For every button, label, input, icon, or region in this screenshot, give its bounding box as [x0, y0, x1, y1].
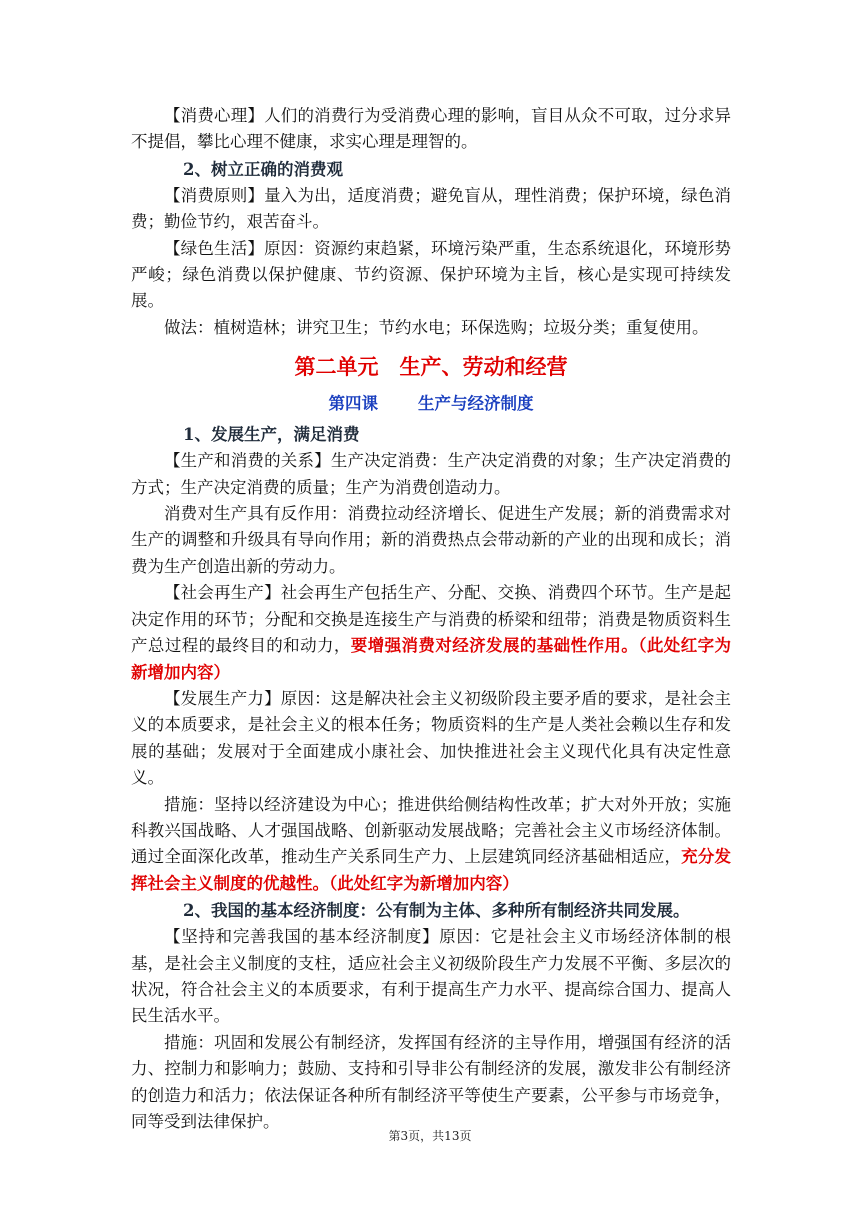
new-content-highlight: 要增强消费对经济发展的基础性作用。（此处红字为新增加内容） [131, 636, 732, 682]
section-heading-develop-production: 1、发展生产，满足消费 [183, 425, 360, 445]
paragraph-text: 措施：坚持以经济建设为中心；推进供给侧结构性改革；扩大对外开放；实施科教兴国战略、人才强国战略、创新驱动发展战略；完善社会主义市场经济体制。通过全面深化改革，推动生产关系同生产力、上层建筑同经济基础相适应， [131, 794, 731, 867]
paragraph-productivity: 【发展生产力】原因：这是解决社会主义初级阶段主要矛盾的要求，是社会主义的本质要求，是社会主义的根本任务；物质资料的生产是人类社会赖以生存和发展的基础；发展对于全面建成小康社会、加快推进社会主义现代化具有决定性意义。 [131, 688, 731, 788]
paragraph-production-consumption: 【生产和消费的关系】生产决定消费：生产决定消费的对象；生产决定消费的方式；生产决定消费的质量；生产为消费创造动力。 [131, 451, 731, 497]
paragraph-consumer-psychology: 【消费心理】人们的消费行为受消费心理的影响，盲目从众不可取，过分求异不提倡，攀比心理不健康，求实心理是理智的。 [131, 106, 731, 152]
paragraph-consumption-reaction: 消费对生产具有反作用：消费拉动经济增长、促进生产发展；新的消费需求对生产的调整和升级具有导向作用；新的消费热点会带动新的产业的出现和成长；消费为生产创造出新的劳动力。 [131, 504, 731, 576]
page-number-footer: 第3页，共13页 [388, 1129, 472, 1143]
paragraph-text: 【社会再生产】社会再生产包括生产、分配、交换、消费四个环节。生产是起决定作用的环节；分配和交换是连接生产与消费的桥梁和纽带；消费是物质资料生产总过程的最终目的和动力， [131, 583, 731, 656]
lesson-number: 第四课 [328, 394, 378, 414]
page-content [131, 103, 731, 1135]
paragraph-measures [131, 792, 731, 898]
paragraph-basic-system-measures: 措施：巩固和发展公有制经济，发挥国有经济的主导作用，增强国有经济的活力、控制力和影响力；鼓励、支持和引导非公有制经济的发展，激发非公有制经济的创造力和活力；依法保证各种所有制经济平等使生产要素，公平参与市场竞争，同等受到法律保护。 [131, 1032, 731, 1131]
unit-title: 第二单元 生产、劳动和经营 [294, 355, 568, 380]
paragraph-green-practices: 做法：植树造林；讲究卫生；节约水电；环保选购；垃圾分类；重复使用。 [164, 317, 709, 337]
lesson-title [131, 391, 731, 417]
paragraph-green-living: 【绿色生活】原因：资源约束趋紧，环境污染严重，生态系统退化，环境形势严峻；绿色消费以保护健康、节约资源、保护环境为主旨，核心是实现可持续发展。 [131, 238, 731, 311]
paragraph-consumption-principles: 【消费原则】量入为出，适度消费；避免盲从，理性消费；保护环境，绿色消费；勤俭节约，艰苦奋斗。 [131, 185, 731, 232]
lesson-name: 生产与经济制度 [418, 394, 534, 414]
new-content-highlight: 充分发挥社会主义制度的优越性。（此处红字为新增加内容） [131, 847, 732, 893]
section-heading-consumption-view: 2、树立正确的消费观 [183, 159, 343, 179]
paragraph-basic-system-reasons: 【坚持和完善我国的基本经济制度】原因：它是社会主义市场经济体制的根基，是社会主义制度的支柱，适应社会主义初级阶段生产力发展不平衡、多层次的状况，符合社会主义的本质要求，有利于提高生产力水平、提高综合国力、提高人民生活水平。 [131, 927, 731, 1026]
paragraph-social-reproduction [131, 580, 731, 686]
section-heading-basic-economic-system: 2、我国的基本经济制度：公有制为主体、多种所有制经济共同发展。 [183, 901, 690, 921]
